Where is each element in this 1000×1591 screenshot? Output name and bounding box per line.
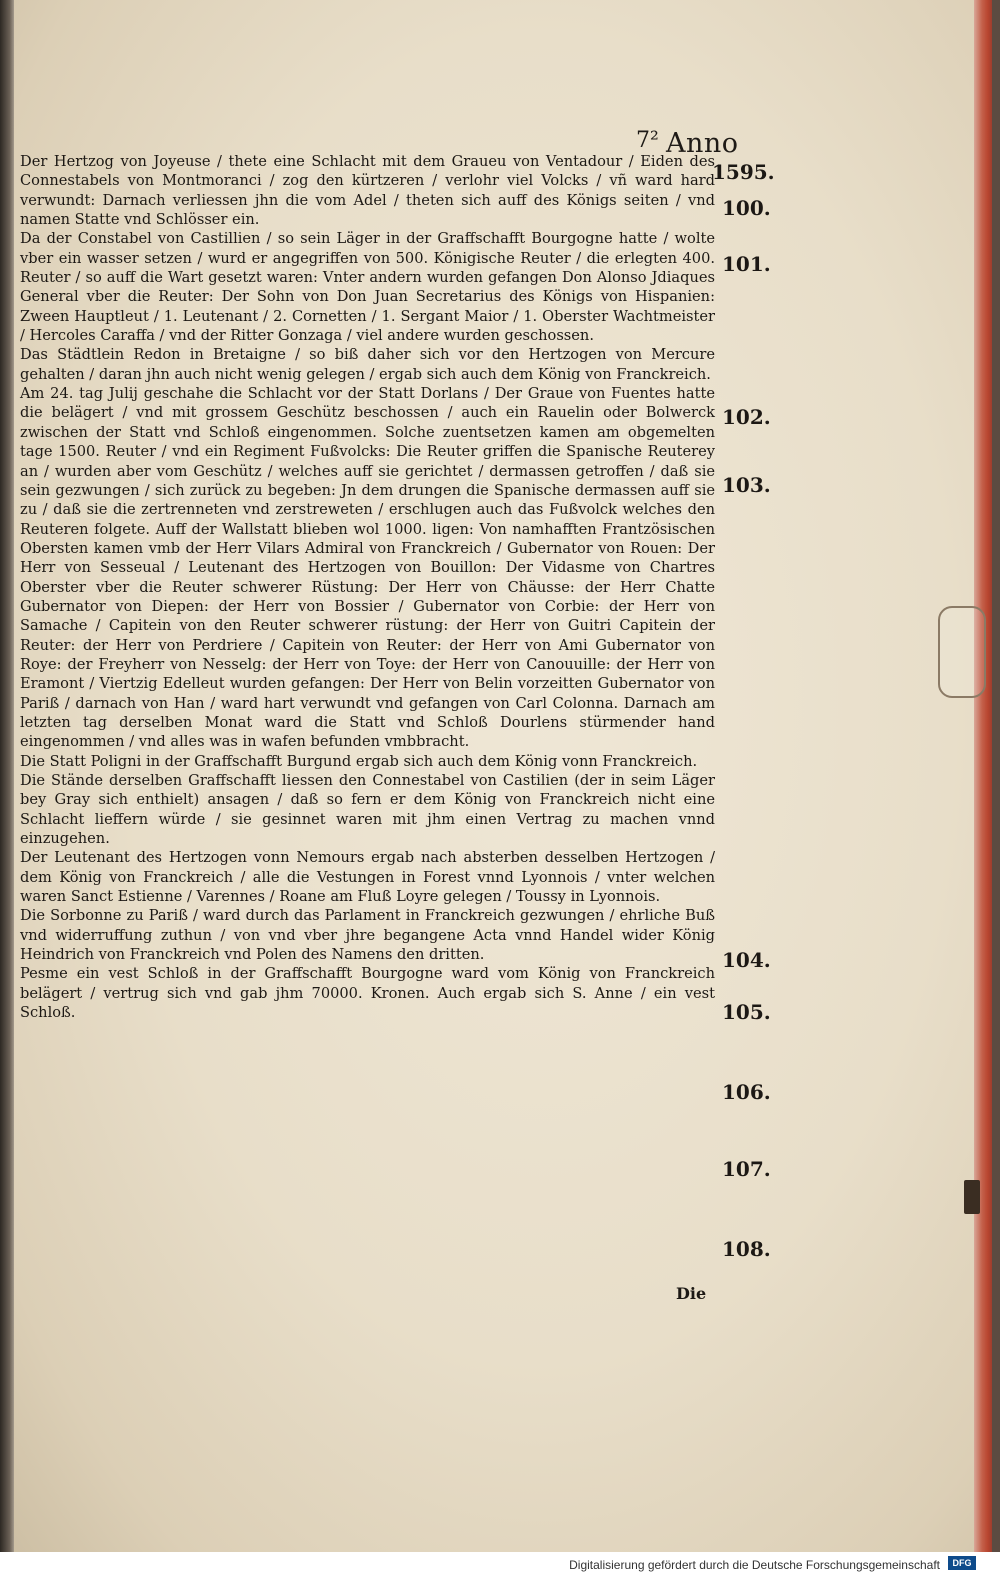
margin-number: 107. bbox=[722, 1157, 771, 1181]
bookmark-tab bbox=[938, 606, 986, 698]
running-title: Anno bbox=[666, 128, 739, 159]
paragraph: Die Sorbonne zu Pariß / ward durch das Parlament in Franckreich gezwungen / ehrliche Buß vnd widerruffung zuthun / von vnd vber jhre begangene Acta vnnd Handel wider König Heindrich von Franckreich vnd Polen des Namens den dritten. bbox=[20, 907, 715, 964]
margin-number: 104. bbox=[722, 948, 771, 972]
paragraph: Der Leutenant des Hertzogen vonn Nemours ergab nach absterben desselben Hertzogen / dem König von Franckreich / alle die Vestungen in Forest vnnd Lyonnois / vnter welchen waren Sanct Estienne / Varennes / Roane am Fluß Loyre gelegen / Toussy in Lyonnois. bbox=[20, 849, 715, 906]
margin-number: 108. bbox=[722, 1237, 771, 1261]
page-marker: 7² bbox=[636, 128, 659, 153]
paragraph: Die Stände derselben Graffschafft liessen den Connestabel von Castilien (der in seim Läger bey Gray sich enthielt) ansagen / daß so fern er dem König von Franckreich nicht eine Schlacht lieffern würde / sie gesinnet waren mit jhm einen Vertrag zu machen vnnd einzugehen. bbox=[20, 772, 715, 848]
paragraph: Pesme ein vest Schloß in der Graffschafft Bourgogne ward vom König von Franckreich belägert / vertrug sich vnd gab jhm 70000. Kronen. Auch ergab sich S. Anne / ein vest Schloß. bbox=[20, 965, 715, 1022]
margin-number: 106. bbox=[722, 1080, 771, 1104]
catchword: Die bbox=[676, 1284, 707, 1303]
margin-number: 105. bbox=[722, 1000, 771, 1024]
margin-number: 102. bbox=[722, 405, 771, 429]
book-gutter bbox=[0, 0, 14, 1552]
paragraph: Die Statt Poligni in der Graffschafft Burgund ergab sich auch dem König vonn Franckreich. bbox=[20, 752, 698, 770]
margin-number: 103. bbox=[722, 473, 771, 497]
dfg-logo: DFG bbox=[948, 1556, 976, 1570]
funding-credit: Digitalisierung gefördert durch die Deutsche Forschungsgemeinschaft bbox=[569, 1558, 940, 1572]
paragraph: Der Hertzog von Joyeuse / thete eine Schlacht mit dem Graueu von Ventadour / Eiden des Connestabels von Montmoranci / zog den kürtzeren / verlohr viel Volcks / vñ ward hard verwundt: Darnach verliessen jhn die vom Adel / theten sich auff des Königs seiten / vnd namen Statte vnd Schlösser ein. bbox=[20, 153, 715, 229]
margin-number: 100. bbox=[722, 196, 771, 220]
paragraph: Am 24. tag Julij geschahe die Schlacht vor der Statt Dorlans / Der Graue von Fuentes hatte die belägert / vnd mit grossem Geschütz beschossen / auch ein Rauelin oder Bolwerck zwischen der Statt vnd Schloß eingenommen. Solche zuentsetzen kamen am obgemelten tage 1500. Reuter / vnd ein Regiment Fußvolcks: Die Reuter griffen die Spanische Reuterey an / wurden aber vom Geschütz / welches auff sie gerichtet / dermassen getroffen / daß sie sein gezwungen / sich zurück zu begeben: Jn dem drungen die Spanische dermassen auff sie zu / daß sie die zertrenneten vnd zerstreweten / erschlugen auch das Fußvolck welches den Reuteren folgete. Auff der Wallstatt blieben wol 1000. ligen: Von namhafften Frantzösischen Obersten kamen vmb der Herr Vilars Admiral von Franckreich / Gubernator von Rouen: Der Herr von Sesseual / Leutenant des Hertzogen von Bouillon: Der Vidasme von Chartres Oberster vber die Reuter schwerer Rüstung: Der Herr von Chäusse: der Herr Chatte Gubernator von Diepen: der Herr von Bossier / Gubernator von Corbie: der Herr von Samache / Capitein von den Reuter schwerer rüstung: der Herr von Guitri Capitein der Reuter: der Herr von Perdriere / Capitein von Reuter: der Herr von Ami Gubernator von Roye: der Freyherr von Nesselg: der Herr von Toye: der Herr von Canouuille: der Herr von Eramont / Viertzig Edelleut wurden gefangen: Der Herr von Belin vorzeitten Gubernator von Pariß / darnach von Han / ward hart verwundt vnd gefangen von Carl Colonna. Darnach am letzten tag derselben Monat ward die Statt vnd Schloß Dourlens stürmender hand eingenommen / vnd alles was in wafen befunden vmbbracht. bbox=[20, 385, 715, 751]
book-clasp bbox=[964, 1180, 980, 1214]
page-edge-red bbox=[974, 0, 994, 1552]
body-text bbox=[20, 152, 715, 1022]
margin-year: 1595. bbox=[712, 160, 775, 184]
margin-number: 101. bbox=[722, 252, 771, 276]
footer-bar bbox=[0, 1552, 1000, 1591]
paragraph: Da der Constabel von Castillien / so sein Läger in der Graffschafft Bourgogne hatte / wolte vber ein wasser setzen / wurd er angegriffen von 500. Königische Reuter / die erlegten 400. Reuter / so auff die Wart gesetzt waren: Vnter andern wurden gefangen Don Alonso Jdiaques General vber die Reuter: Der Sohn von Don Juan Secretarius des Königs von Hispanien: Zween Hauptleut / 1. Leutenant / 2. Cornetten / 1. Sergant Maior / 1. Oberster Wachtmeister / Hercoles Caraffa / vnd der Ritter Gonzaga / viel andere wurden geschossen. bbox=[20, 230, 715, 345]
paragraph: Das Städtlein Redon in Bretaigne / so biß daher sich vor den Hertzogen von Mercure gehalten / daran jhn auch nicht wenig gelegen / ergab sich auch dem König von Franckreich. bbox=[20, 346, 715, 383]
page-edge-dark bbox=[992, 0, 1000, 1552]
